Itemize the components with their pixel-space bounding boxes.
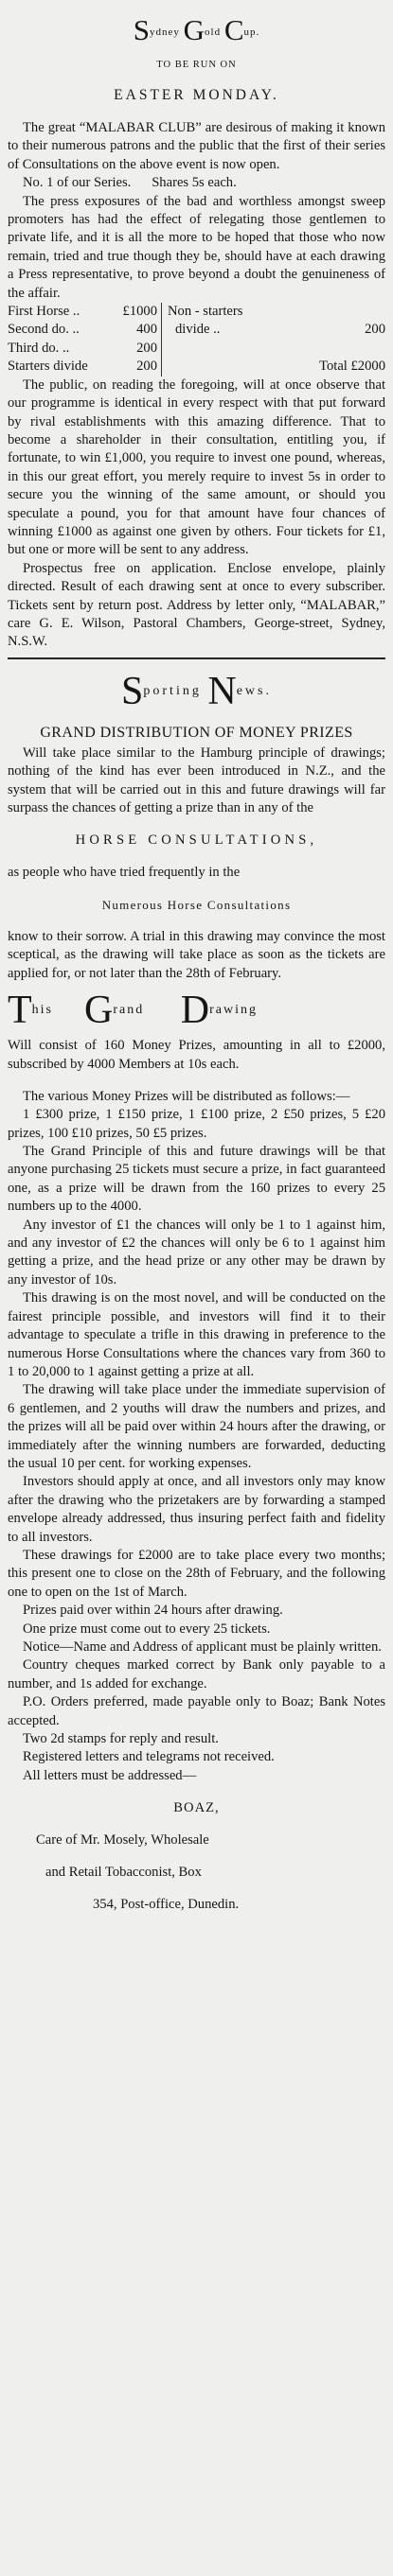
horse-consultations-heading: HORSE CONSULTATIONS, bbox=[75, 832, 318, 848]
sporting-paragraph: P.O. Orders preferred, made payable only to Boaz; Bank Notes accepted. bbox=[8, 1694, 385, 1728]
numerous-horse-consultations: Numerous Horse Consultations bbox=[101, 898, 292, 912]
to-be-run-on: TO BE RUN ON bbox=[156, 60, 237, 70]
sporting-paragraph: The various Money Prizes will be distributed as follows:— bbox=[23, 1088, 350, 1104]
address-line: and Retail Tobacconist, Box bbox=[45, 1864, 202, 1880]
address-name: BOAZ, bbox=[173, 1799, 220, 1815]
sporting-paragraph: Notice—Name and Address of applicant must be plainly written. bbox=[23, 1639, 382, 1655]
sporting-paragraph: The drawing will take place under the immediate supervision of 6 gentlemen, and 2 youths will draw the numbers and prizes, and the prizes will all be paid over within 24 hours after the drawing, or immediately after the winning numbers are forwarded, deducting the usual 10 per cent. for working expenses. bbox=[8, 1382, 385, 1471]
sporting-news-title: Sporting News. bbox=[121, 669, 272, 713]
prize-table bbox=[8, 303, 385, 377]
sporting-subtitle: GRAND DISTRIBUTION OF MONEY PRIZES bbox=[40, 724, 353, 741]
sporting-paragraph: Any investor of £1 the chances will only be 1 to 1 against him, and any investor of £2 the chances will only be 6 to 1 against him getting a prize, and the head prize or any other may be drawn by any investor of 10s. bbox=[8, 1217, 385, 1288]
sporting-news-advert bbox=[8, 669, 385, 1914]
address-line: Care of Mr. Mosely, Wholesale bbox=[36, 1831, 209, 1848]
sporting-paragraph: know to their sorrow. A trial in this drawing may convince the most sceptical, as the drawing will take place as soon as the tickets are applied for, or not later than the 28th of February. bbox=[8, 929, 385, 981]
sporting-paragraph: Registered letters and telegrams not received. bbox=[23, 1749, 275, 1765]
gold-cup-paragraph: The great “MALABAR CLUB” are desirous of making it known to their numerous patrons and the public that the first of their series of Consultations on the above event is now open. bbox=[8, 120, 385, 172]
sporting-paragraph: This drawing is on the most novel, and will be conducted on the fairest principle possible, and investors will find it to their advantage to speculate a trifle in this drawing in preference to the numerous Horse Consultations where the chances vary from 360 to 1 to 20,000 to 1 against getting a prize at all. bbox=[8, 1290, 385, 1379]
gold-cup-paragraph: The public, on reading the foregoing, will at once observe that our programme is identical in every respect with that put forward by rival establishments with this amazing difference. That to become a shareholder in their consultation, entitling you, if fortunate, to win £1,000, you require to invest one pound, whereas, in this our great effort, you merely require to invest 5s in order to secure you the winning of the same amount, or should you speculate a pound, you for that amount have four chances of winning £1000 as against one given by others. Four tickets for £1, but one or more will be sent to any address. bbox=[8, 377, 385, 558]
prize-row: Starters divide 200 Total £2000 bbox=[8, 358, 385, 376]
prize-row: Second do. .. 400 divide .. 200 bbox=[8, 321, 385, 339]
series-line: No. 1 of our Series. Shares 5s each. bbox=[23, 175, 237, 191]
gold-cup-paragraph: Prospectus free on application. Enclose envelope, plainly directed. Result of each drawing sent at once to every subscriber. Tickets sent by return post. Address by letter only, “MALABAR,” care G. E. Wilson, Pastoral Chambers, George-street, Sydney, N.S.W. bbox=[8, 560, 385, 650]
sporting-paragraph: Country cheques marked correct by Bank only payable to a number, and 1s added for exchange. bbox=[8, 1657, 385, 1691]
sporting-paragraph: Will consist of 160 Money Prizes, amounting in all to £2000, subscribed by 4000 Members at 10s each. bbox=[8, 1038, 385, 1072]
sporting-paragraph: Will take place similar to the Hamburg principle of drawings; nothing of the kind has ever been introduced in N.Z., and the system that will be carried out in this and future drawings will far surpass the chances of getting a prize than in any of the bbox=[8, 745, 385, 815]
sporting-paragraph: One prize must come out to every 25 tickets. bbox=[23, 1621, 271, 1637]
prize-list: 1 £300 prize, 1 £150 prize, 1 £100 prize, 2 £50 prizes, 5 £20 prizes, 100 £10 prizes, 50 £5 prizes. bbox=[8, 1107, 385, 1141]
grand-drawing-title: This Grand Drawing bbox=[8, 988, 258, 1032]
prize-row: First Horse .. £1000 Non - starters bbox=[8, 303, 385, 321]
sporting-paragraph: All letters must be addressed— bbox=[23, 1767, 197, 1783]
sporting-paragraph: as people who have tried frequently in the bbox=[8, 865, 241, 880]
prize-row: Third do. .. 200 bbox=[8, 340, 385, 358]
race-day: EASTER MONDAY. bbox=[114, 86, 279, 103]
gold-cup-advert bbox=[8, 13, 385, 652]
column-divider bbox=[8, 657, 385, 659]
gold-cup-paragraph: The press exposures of the bad and worthless amongst sweep promoters has had the effect of relegating those gentlemen to private life, and it is all the more to be hoped that those who now remain, tried and true though they be, should have at each drawing a Press representative, to prove beyond a doubt the genuineness of the affair. bbox=[8, 193, 385, 301]
gold-cup-title: Sydney Gold Cup. bbox=[133, 13, 260, 46]
sporting-paragraph: Two 2d stamps for reply and result. bbox=[23, 1731, 219, 1747]
sporting-paragraph: The Grand Principle of this and future drawings will be that anyone purchasing 25 tickets must secure a prize, in fact guaranteed one, as a prize will be drawn from the 160 prizes to every 25 numbers up to the 4000. bbox=[8, 1144, 385, 1215]
sporting-paragraph: Prizes paid over within 24 hours after drawing. bbox=[23, 1603, 283, 1619]
sporting-paragraph: Investors should apply at once, and all investors only may know after the drawing who the prizetakers are by forwarding a stamped envelope already addressed, thus insuring perfect faith and fidelity to all investors. bbox=[8, 1474, 385, 1545]
address-line: 354, Post-office, Dunedin. bbox=[93, 1896, 240, 1912]
sporting-paragraph: These drawings for £2000 are to take place every two months; this present one to close on the 28th of February, and the following one to open on the 1st of March. bbox=[8, 1547, 385, 1600]
